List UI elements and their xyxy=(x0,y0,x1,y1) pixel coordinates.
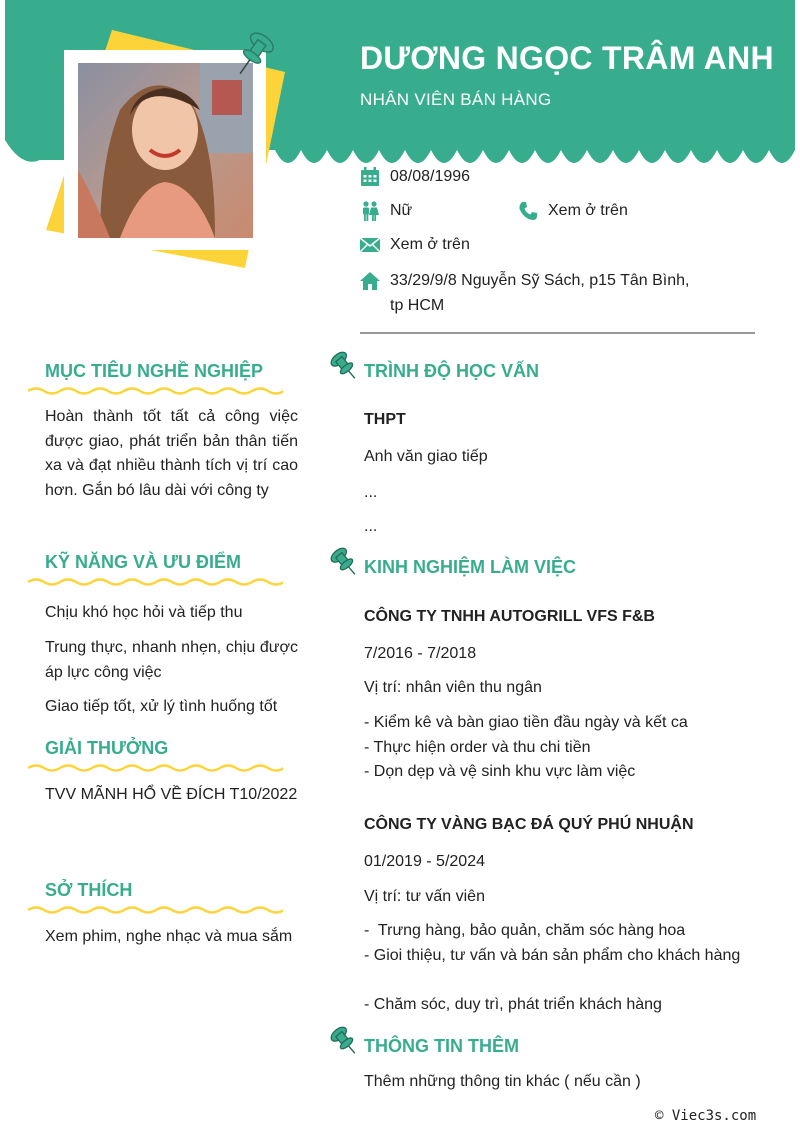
awards-text: TVV MÃNH HỔ VỀ ĐÍCH T10/2022 xyxy=(45,786,298,803)
education-dots: ... xyxy=(364,484,378,501)
mail-icon xyxy=(360,235,380,255)
hobbies-text: Xem phim, nghe nhạc và mua sắm xyxy=(45,928,293,945)
birthday-row xyxy=(360,164,660,189)
header-divider xyxy=(360,332,755,334)
job-duty: - Trưng hàng, bảo quản, chăm sóc hàng hoa xyxy=(364,922,686,939)
job-period: 01/2019 - 5/2024 xyxy=(364,853,485,870)
address-row xyxy=(360,268,750,320)
education-title: TRÌNH ĐỘ HỌC VẤN xyxy=(364,361,539,381)
awards-underline xyxy=(28,762,283,774)
pin-icon xyxy=(328,351,356,381)
experience-title: KINH NGHIỆM LÀM VIỆC xyxy=(364,557,577,577)
job-duty: - Thực hiện order và thu chi tiền xyxy=(364,739,591,756)
footer-copyright: © Viec3s.com xyxy=(655,1108,757,1124)
phone-value: Xem ở trên xyxy=(548,202,628,219)
job-position: Vị trí: tư vấn viên xyxy=(364,888,485,905)
job-duty: - Dọn dẹp và vệ sinh khu vực làm việc xyxy=(364,763,636,780)
phone-row xyxy=(518,198,718,223)
objective-underline xyxy=(28,385,283,397)
gender-row xyxy=(360,198,510,223)
hobbies-underline xyxy=(28,904,283,916)
job-period: 7/2016 - 7/2018 xyxy=(364,645,477,662)
hobbies-title: SỞ THÍCH xyxy=(45,880,133,900)
gender-value: Nữ xyxy=(390,202,413,219)
calendar-icon xyxy=(360,167,380,187)
education-school: THPT xyxy=(364,411,406,428)
phone-icon xyxy=(518,201,538,221)
job-duty: - Chăm sóc, duy trì, phát triển khách hàng xyxy=(364,996,662,1013)
objective-title: MỤC TIÊU NGHỀ NGHIỆP xyxy=(45,361,264,381)
email-row xyxy=(360,232,660,257)
job-duty: - Kiểm kê và bàn giao tiền đầu ngày và kết ca xyxy=(364,714,688,731)
skill-item: Trung thực, nhanh nhẹn, chịu được áp lực công việc xyxy=(45,639,298,681)
address-line2: tp HCM xyxy=(390,297,445,314)
extra-text: Thêm những thông tin khác ( nếu cần ) xyxy=(364,1073,641,1090)
job-company: CÔNG TY VÀNG BẠC ĐÁ QUÝ PHÚ NHUẬN xyxy=(364,816,694,833)
job-duty: - Gioi thiệu, tư vấn và bán sản phẩm cho khách hàng xyxy=(364,947,741,964)
address-line1: 33/29/9/8 Nguyễn Sỹ Sách, p15 Tân Bình, xyxy=(390,272,690,289)
extra-title: THÔNG TIN THÊM xyxy=(364,1036,519,1056)
skill-item: Giao tiếp tốt, xử lý tình huống tốt xyxy=(45,698,278,715)
avatar xyxy=(78,63,253,238)
education-detail: Anh văn giao tiếp xyxy=(364,448,488,465)
skills-underline xyxy=(28,576,283,588)
job-position: Vị trí: nhân viên thu ngân xyxy=(364,679,542,696)
birthday-value: 08/08/1996 xyxy=(390,168,471,185)
job-company: CÔNG TY TNHH AUTOGRILL VFS F&B xyxy=(364,608,655,625)
pin-icon xyxy=(328,1026,356,1056)
job-title: NHÂN VIÊN BÁN HÀNG xyxy=(360,90,552,109)
pin-icon xyxy=(328,547,356,577)
candidate-name: DƯƠNG NGỌC TRÂM ANH xyxy=(360,40,774,76)
gender-icon xyxy=(360,201,380,221)
skill-item: Chịu khó học hỏi và tiếp thu xyxy=(45,604,243,621)
skills-title: KỸ NĂNG VÀ ƯU ĐIỂM xyxy=(45,552,241,572)
home-icon xyxy=(360,271,380,291)
email-value: Xem ở trên xyxy=(390,236,470,253)
awards-title: GIẢI THƯỞNG xyxy=(45,738,169,758)
education-dots: ... xyxy=(364,518,378,535)
objective-text: Hoàn thành tốt tất cả công việc được giao, phát triển bản thân tiến xa và đạt nhiều thành tích vị trí cao hơn. Gắn bó lâu dài với công ty xyxy=(45,408,298,499)
